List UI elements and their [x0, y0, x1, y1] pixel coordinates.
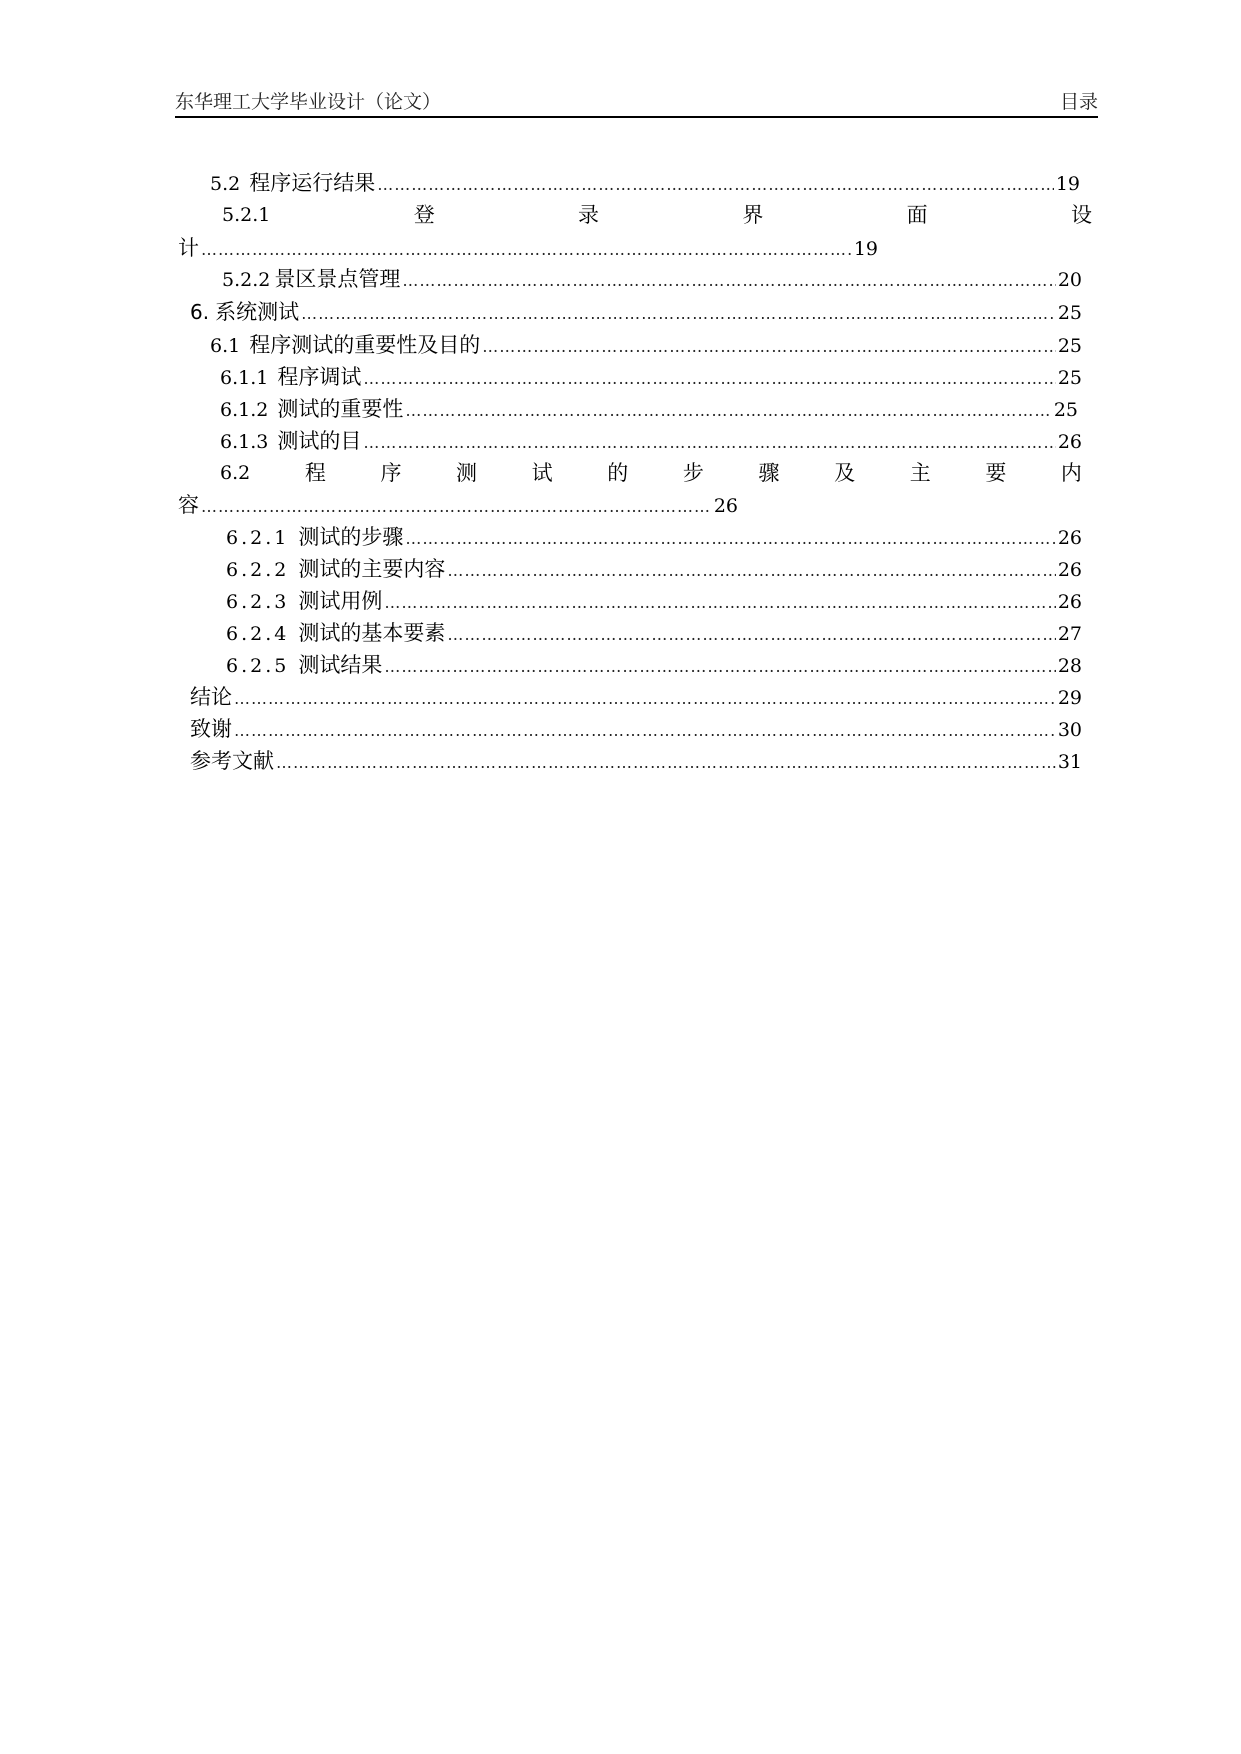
toc-title-char: 内: [1060, 461, 1082, 485]
toc-leader-dots: [405, 524, 1055, 552]
toc-title-char: 骤: [758, 461, 780, 485]
toc-title: 测试的步骤: [298, 525, 404, 549]
toc-title: 测试的目: [277, 429, 362, 453]
toc-number: 6.2.5: [226, 655, 290, 677]
toc-title-char: 要: [985, 461, 1007, 485]
toc-title-char: 界: [742, 203, 764, 227]
toc-entry-6-1[interactable]: [210, 330, 1082, 360]
toc-title: 测试的主要内容: [298, 557, 446, 581]
toc-title-char: 录: [578, 203, 600, 227]
toc-title-continuation: 容: [178, 493, 199, 517]
toc-title: 程序运行结果: [249, 171, 376, 195]
toc-leader-dots: [201, 235, 852, 263]
toc-leader-dots: [301, 299, 1056, 327]
toc-title-char: 测: [456, 461, 478, 485]
toc-number: 6.1.3: [220, 431, 269, 453]
toc-page-number: 30: [1057, 719, 1082, 741]
toc-leader-dots: [234, 684, 1056, 712]
toc-title-char: 登: [413, 203, 435, 227]
toc-title-char: 程: [304, 461, 326, 485]
toc-number: 6.2: [220, 462, 251, 484]
toc-number: 6.1: [210, 335, 241, 357]
toc-title-continuation: 计: [178, 236, 199, 260]
toc-entry-6-2-5[interactable]: [226, 650, 1082, 680]
toc-title-char: 主: [909, 461, 931, 485]
toc-number: 5.2: [210, 173, 241, 195]
toc-title-char: 序: [380, 461, 402, 485]
toc-page-number: 25: [1057, 335, 1082, 357]
toc-leader-dots: [384, 588, 1055, 616]
toc-entry-6-2-1[interactable]: [226, 522, 1082, 552]
toc-page-number: 26: [713, 495, 738, 517]
toc-leader-dots: [447, 556, 1055, 584]
toc-page-number: 19: [1055, 173, 1080, 195]
toc-entry-6-2-continuation[interactable]: [178, 490, 738, 520]
toc-entry-6-2-2[interactable]: [226, 554, 1082, 584]
toc-number: 6.2.4: [226, 623, 290, 645]
toc-number: 6.2.2: [226, 559, 290, 581]
toc-page-number: 20: [1057, 269, 1082, 291]
toc-leader-dots: [402, 266, 1055, 294]
toc-leader-dots: [363, 364, 1055, 392]
toc-number: 6.1.2: [220, 399, 269, 421]
toc-entry-6-2-4[interactable]: [226, 618, 1082, 648]
toc-leader-dots: [405, 396, 1051, 424]
toc-entry-6-1-1[interactable]: [220, 362, 1082, 392]
toc-entry-5-2-1[interactable]: [222, 200, 1092, 230]
toc-entry-6-2[interactable]: [220, 458, 1082, 488]
toc-leader-dots: [363, 428, 1055, 456]
toc-title-char: 的: [607, 461, 629, 485]
toc-leader-dots: [377, 170, 1054, 198]
toc-page-number: 25: [1053, 399, 1078, 421]
toc-entry-6-2-3[interactable]: [226, 586, 1082, 616]
toc-number: 6.: [190, 300, 210, 324]
toc-number: 6.2.3: [226, 591, 290, 613]
toc-leader-dots: [482, 332, 1056, 360]
toc-title-char: 设: [1071, 203, 1092, 227]
toc-entry-6[interactable]: [190, 297, 1082, 327]
toc-page-number: 19: [853, 238, 878, 260]
toc-leader-dots: [447, 620, 1055, 648]
toc-entry-5-2-2[interactable]: [222, 264, 1082, 294]
toc-entry-5-2[interactable]: [210, 168, 1080, 198]
toc-title: 程序调试: [277, 365, 362, 389]
toc-title: 系统测试: [215, 300, 300, 324]
toc-entry-conclusion[interactable]: [190, 682, 1082, 712]
toc-title: 程序测试的重要性及目的: [249, 333, 481, 357]
toc-title: 测试的重要性: [277, 397, 404, 421]
toc-page-number: 31: [1057, 751, 1082, 773]
toc-page-number: 29: [1057, 687, 1082, 709]
toc-page-number: 27: [1057, 623, 1082, 645]
toc-entry-6-1-3[interactable]: [220, 426, 1082, 456]
toc-entry-thanks[interactable]: [190, 714, 1082, 744]
toc-title-char: 试: [531, 461, 553, 485]
toc-entry-references[interactable]: [190, 746, 1082, 776]
toc-number: 6.2.1: [226, 527, 290, 549]
toc-title: 测试用例: [298, 589, 383, 613]
toc-page-number: 26: [1057, 527, 1082, 549]
header-section-label: 目录: [1059, 91, 1098, 113]
toc-entry-6-1-2[interactable]: [220, 394, 1078, 424]
toc-number: 5.2.2: [222, 269, 271, 291]
toc-number: 5.2.1: [222, 204, 271, 226]
toc-page-number: 26: [1057, 559, 1082, 581]
header-thesis-title: 东华理工大学毕业设计（论文）: [175, 91, 442, 113]
toc-page-number: 26: [1057, 591, 1082, 613]
toc-page-number: 28: [1057, 655, 1082, 677]
toc-title-char: 及: [834, 461, 856, 485]
toc-entry-5-2-1-continuation[interactable]: [178, 233, 878, 263]
toc-title: 景区景点管理: [274, 267, 401, 291]
toc-page-number: 26: [1057, 431, 1082, 453]
toc-title: 测试的基本要素: [298, 621, 446, 645]
toc-title: 致谢: [190, 717, 232, 741]
toc-leader-dots: [234, 716, 1056, 744]
toc-leader-dots: [201, 492, 712, 520]
toc-title-char: 面: [906, 203, 928, 227]
toc-title-char: 步: [682, 461, 704, 485]
toc-number: 6.1.1: [220, 367, 269, 389]
toc-page-number: 25: [1057, 302, 1082, 324]
toc-title: 参考文献: [190, 749, 274, 773]
toc-leader-dots: [276, 748, 1056, 776]
toc-title: 测试结果: [298, 653, 383, 677]
toc-page-number: 25: [1057, 367, 1082, 389]
toc-leader-dots: [384, 652, 1055, 680]
toc-title: 结论: [190, 685, 232, 709]
